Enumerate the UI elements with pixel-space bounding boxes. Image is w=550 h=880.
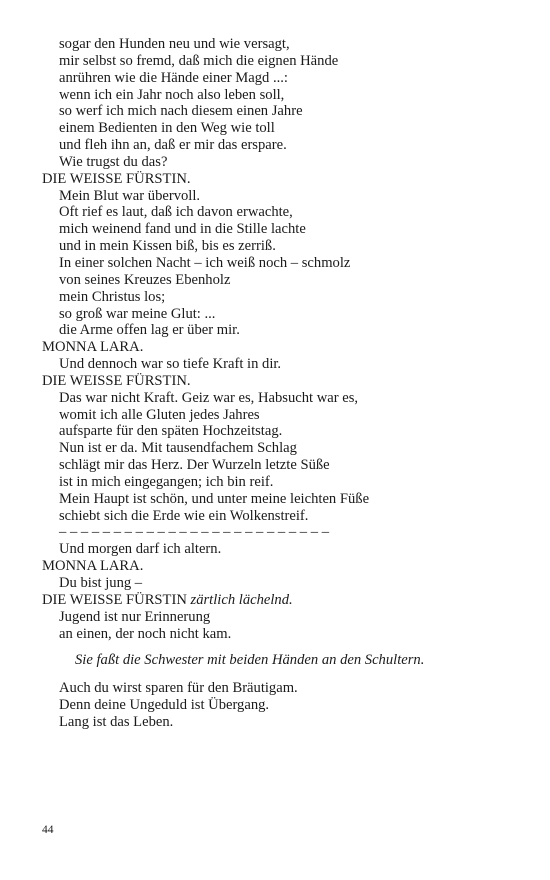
speaker-name: DIE WEISSE FÜRSTIN.	[42, 372, 191, 389]
verse-line: Du bist jung –	[59, 575, 143, 591]
verse-line: und fleh ihn an, daß er mir das erspare.	[59, 137, 287, 154]
verse-line: anrühren wie die Hände einer Magd ...:	[59, 69, 288, 86]
page-number: 44	[42, 824, 54, 836]
verse-line: die Arme offen lag er über mir.	[59, 322, 240, 339]
play-text	[42, 36, 512, 731]
verse-line: Und dennoch war so tiefe Kraft in dir.	[59, 356, 282, 373]
verse-line: womit ich alle Gluten jedes Jahres	[59, 406, 260, 423]
speaker-name: DIE WEISSE FÜRSTIN.	[42, 170, 191, 187]
verse-line: In einer solchen Nacht – ich weiß noch – schmolz	[59, 254, 351, 271]
verse-line: schiebt sich die Erde wie ein Wolkenstreif.	[59, 507, 309, 524]
speaker-name: MONNA LARA.	[42, 558, 144, 575]
verse-line: Mein Haupt ist schön, und unter meine leichten Füße	[59, 490, 370, 507]
verse-line: mir selbst so fremd, daß mich die eignen Hände	[59, 52, 339, 69]
verse-line: mein Christus los;	[59, 288, 166, 305]
verse-line: einem Bedienten in den Weg wie toll	[59, 120, 275, 137]
verse-line: Und morgen darf ich altern.	[59, 541, 222, 558]
verse-line: Mein Blut war übervoll.	[59, 187, 201, 204]
verse-line: Lang ist das Leben.	[59, 713, 174, 730]
verse-line: und in mein Kissen biß, bis es zerriß.	[59, 238, 276, 255]
verse-line: Wie trugst du das?	[59, 153, 168, 170]
verse-line: Jugend ist nur Erinnerung	[59, 608, 211, 625]
speaker-name: DIE WEISSE FÜRSTIN	[42, 591, 187, 608]
verse-line: ist in mich eingegangen; ich bin reif.	[59, 473, 274, 490]
verse-line: mich weinend fand und in die Stille lachte	[59, 221, 306, 238]
verse-line: aufsparte für den späten Hochzeitstag.	[59, 423, 283, 440]
verse-line: so werf ich mich nach diesem einen Jahre	[59, 103, 303, 120]
verse-line: Denn deine Ungeduld ist Übergang.	[59, 697, 270, 714]
stage-direction: Sie faßt die Schwester mit beiden Händen an den Schultern.	[75, 652, 425, 669]
verse-line: sogar den Hunden neu und wie versagt,	[59, 36, 290, 52]
verse-line: Auch du wirst sparen für den Bräutigam.	[59, 680, 298, 697]
speaker-name: MONNA LARA.	[42, 339, 144, 356]
verse-line: Das war nicht Kraft. Geiz war es, Habsucht war es,	[59, 389, 359, 406]
speaker-direction: zärtlich lächelnd.	[190, 591, 293, 608]
verse-line: an einen, der noch nicht kam.	[59, 625, 232, 642]
verse-line: wenn ich ein Jahr noch also leben soll,	[59, 86, 285, 103]
verse-line: schlägt mir das Herz. Der Wurzeln letzte Süße	[59, 457, 330, 474]
dash-divider: – – – – – – – – – – – – – – – – – – – – – – – – –	[59, 524, 329, 541]
verse-line: Nun ist er da. Mit tausendfachem Schlag	[59, 440, 297, 457]
speaker-with-direction	[42, 592, 512, 609]
verse-line: von seines Kreuzes Ebenholz	[59, 271, 231, 288]
verse-line: Oft rief es laut, daß ich davon erwachte,	[59, 204, 293, 221]
verse-line: so groß war meine Glut: ...	[59, 305, 216, 322]
